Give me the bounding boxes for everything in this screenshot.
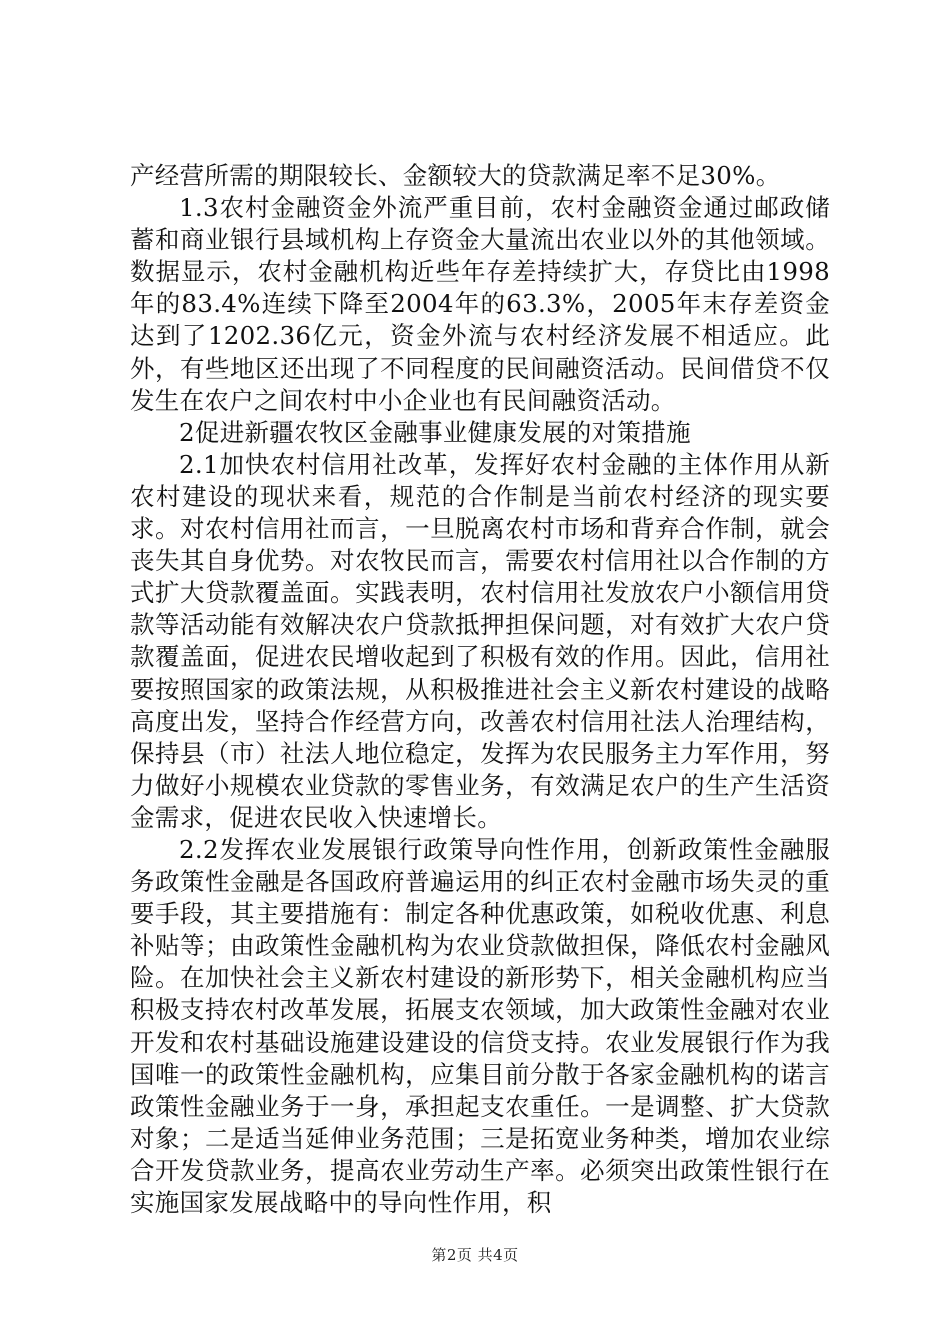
page-footer bbox=[0, 1244, 950, 1265]
document-body bbox=[130, 160, 830, 1219]
section-heading-2: 2促进新疆农牧区金融事业健康发展的对策措施 bbox=[179, 417, 691, 447]
paragraph-section-2-2: 2.2发挥农业发展银行政策导向性作用，创新政策性金融服务政策性金融是各国政府普遍运用的纠正农村金融市场失灵的重要手段，其主要措施有：制定各种优惠政策，如税收优惠、利息补贴等；由政策性金融机构为农业贷款做担保，降低农村金融风险。在加快社会主义新农村建设的新形势下，相关金融机构应当积极支持农村改革发展，拓展支农领域，加大政策性金融对农业开发和农村基础设施建设建设的信贷支持。农业发展银行作为我国唯一的政策性金融机构，应集目前分散于各家金融机构的诺言政策性金融业务于一身，承担起支农重任。一是调整、扩大贷款对象；二是适当延伸业务范围；三是拓宽业务种类，增加农业综合开发贷款业务，提高农业劳动生产率。必须突出政策性银行在实施国家发展战略中的导向性作用，积 bbox=[130, 834, 830, 1217]
page-number-label: 第2页 共4页 bbox=[431, 1246, 519, 1264]
paragraph-section-2-1: 2.1加快农村信用社改革，发挥好农村金融的主体作用从新农村建设的现状来看，规范的合作制是当前农村经济的现实要求。对农村信用社而言，一旦脱离农村市场和背弃合作制，就会丧失其自身优势。对农牧民而言，需要农村信用社以合作制的方式扩大贷款覆盖面。实践表明，农村信用社发放农户小额信用贷款等活动能有效解决农户贷款抵押担保问题，对有效扩大农户贷款覆盖面，促进农民增收起到了积极有效的作用。因此，信用社要按照国家的政策法规，从积极推进社会主义新农村建设的战略高度出发，坚持合作经营方向，改善农村信用社法人治理结构，保持县（市）社法人地位稳定，发挥为农民服务主力军作用，努力做好小规模农业贷款的零售业务，有效满足农户的生产生活资金需求，促进农民收入快速增长。 bbox=[130, 449, 830, 832]
paragraph-section-1-3: 1.3农村金融资金外流严重目前，农村金融资金通过邮政储蓄和商业银行县域机构上存资金大量流出农业以外的其他领域。数据显示，农村金融机构近些年存差持续扩大，存贷比由1998年的83.4%连续下降至2004年的63.3%，2005年末存差资金达到了1202.36亿元，资金外流与农村经济发展不相适应。此外，有些地区还出现了不同程度的民间融资活动。民间借贷不仅发生在农户之间农村中小企业也有民间融资活动。 bbox=[130, 193, 830, 415]
paragraph-continuation: 产经营所需的期限较长、金额较大的贷款满足率不足30%。 bbox=[130, 161, 781, 190]
